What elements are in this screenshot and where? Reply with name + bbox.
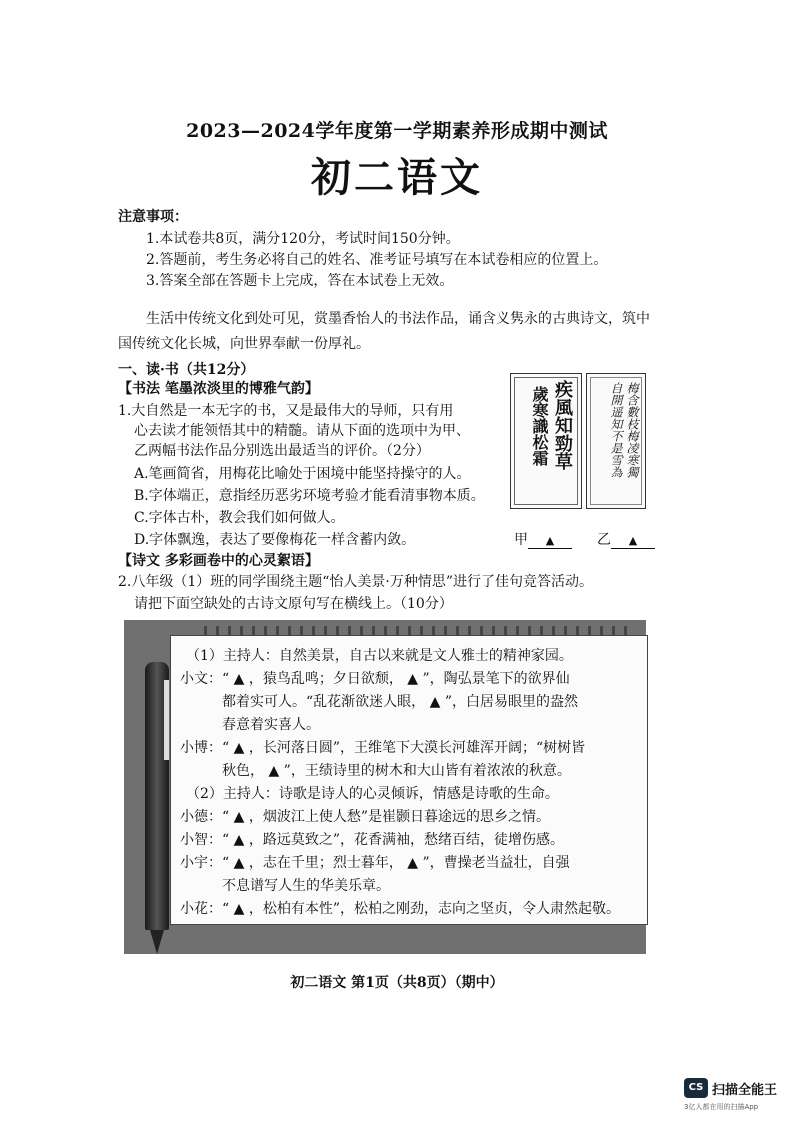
notice-item: 1.本试卷共8页，满分120分，考试时间150分钟。 bbox=[146, 231, 460, 247]
panel-line: 小宇：“ ▲ ，志在千里；烈士暮年， ▲ ”，曹操老当益壮，自强 bbox=[180, 855, 570, 871]
page-footer: 初二语文 第1页（共8页）（期中） bbox=[290, 975, 504, 991]
question-2-line: 请把下面空缺处的古诗文原句写在横线上。（10分） bbox=[134, 596, 453, 612]
panel-line: 小德：“ ▲ ，烟波江上使人愁”是崔颢日暮途远的思乡之情。 bbox=[180, 809, 550, 825]
pen-clip bbox=[164, 680, 169, 760]
notice-item: 2.答题前，考生务必将自己的姓名、准考证号填写在本试卷相应的位置上。 bbox=[146, 252, 608, 268]
pen-tip bbox=[150, 930, 164, 954]
exam-subject: 初二语文 bbox=[311, 154, 483, 201]
calligraphy-work-a bbox=[510, 373, 582, 509]
subsection-calligraphy: 【书法 笔墨浓淡里的博雅气韵】 bbox=[118, 381, 319, 397]
calligraphy-column: 梅含數枝梅凌寒獨 bbox=[625, 382, 639, 478]
triangle-marker: ▲ bbox=[545, 534, 555, 547]
option-d: D.字体飘逸，表达了要像梅花一样含蓄内敛。 bbox=[134, 532, 416, 548]
panel-line: （2）主持人：诗歌是诗人的心灵倾诉，情感是诗歌的生命。 bbox=[186, 786, 559, 802]
answer-yi-label: 乙 bbox=[597, 532, 611, 548]
scanner-tagline: 3亿人都在用的扫描App bbox=[684, 1103, 759, 1111]
option-c: C.字体古朴，教会我们如何做人。 bbox=[134, 510, 345, 526]
panel-line: 小文：“ ▲ ，猿鸟乱鸣；夕日欲颓， ▲ ”，陶弘景笔下的欲界仙 bbox=[180, 671, 570, 687]
notice-heading: 注意事项： bbox=[118, 209, 188, 225]
answer-blank[interactable] bbox=[528, 532, 572, 549]
scanner-name: 扫描全能王 bbox=[712, 1083, 778, 1098]
scanner-logo-icon: CS bbox=[684, 1078, 708, 1098]
panel-line: （1）主持人：自然美景，自古以来就是文人雅士的精神家园。 bbox=[186, 648, 573, 664]
panel-line: 小智：“ ▲ ，路远莫致之”，花香满袖，愁绪百结，徒增伤感。 bbox=[180, 832, 564, 848]
panel-line: 秋色， ▲ ”，王绩诗里的树木和大山皆有着浓浓的秋意。 bbox=[222, 763, 571, 779]
intro-paragraph: 生活中传统文化到处可见，赏墨香怡人的书法作品，诵含义隽永的古典诗文，筑中国传统文化长城，向世界奉献一份厚礼。 bbox=[118, 311, 650, 352]
question-1-line: 心去读才能领悟其中的精髓。请从下面的选项中为甲、 bbox=[134, 423, 470, 439]
scanner-watermark bbox=[684, 1078, 794, 1118]
answer-jia bbox=[514, 529, 572, 549]
panel-line: 春意着实喜人。 bbox=[222, 717, 320, 733]
option-a: A.笔画简省，用梅花比喻处于困境中能坚持操守的人。 bbox=[134, 466, 471, 482]
panel-line: 小花：“ ▲ ，松柏有本性”，松柏之刚劲，志向之坚贞，令人肃然起敬。 bbox=[180, 901, 620, 917]
option-b: B.字体端正，意指经历恶劣环境考验才能看清事物本质。 bbox=[134, 488, 485, 504]
answer-jia-label: 甲 bbox=[514, 532, 528, 548]
exam-title: 2023—2024学年度第一学期素养形成期中测试 bbox=[186, 120, 608, 142]
question-1-line: 1.大自然是一本无字的书，又是最伟大的导师，只有用 bbox=[118, 403, 454, 419]
triangle-marker: ▲ bbox=[628, 534, 638, 547]
calligraphy-column: 自開遥知不是雪為 bbox=[609, 382, 623, 478]
subsection-poetry: 【诗文 多彩画卷中的心灵絮语】 bbox=[118, 553, 319, 569]
question-1-line: 乙两幅书法作品分别选出最适当的评价。（2分） bbox=[134, 443, 430, 459]
answer-yi bbox=[597, 529, 655, 549]
panel-line: 小博：“ ▲ ，长河落日圆”，王维笔下大漠长河雄浑开阔；“树树皆 bbox=[180, 740, 586, 756]
question-2-line: 2.八年级（1）班的同学围绕主题“怡人美景·万种情思”进行了佳句竞答活动。 bbox=[118, 574, 594, 590]
section-heading: 一、读·书（共12分） bbox=[118, 362, 255, 378]
panel-line: 都着实可人。“乱花渐欲迷人眼， ▲ ”，白居易眼里的盎然 bbox=[222, 694, 578, 710]
panel-line: 不息谱写人生的华美乐章。 bbox=[222, 878, 390, 894]
answer-blank[interactable] bbox=[611, 532, 655, 549]
notice-item: 3.答案全部在答题卡上完成，答在本试卷上无效。 bbox=[146, 273, 454, 289]
calligraphy-work-b bbox=[586, 373, 646, 509]
calligraphy-column: 疾風知勁草 bbox=[552, 380, 573, 470]
calligraphy-column: 歲寒識松霜 bbox=[530, 386, 549, 466]
